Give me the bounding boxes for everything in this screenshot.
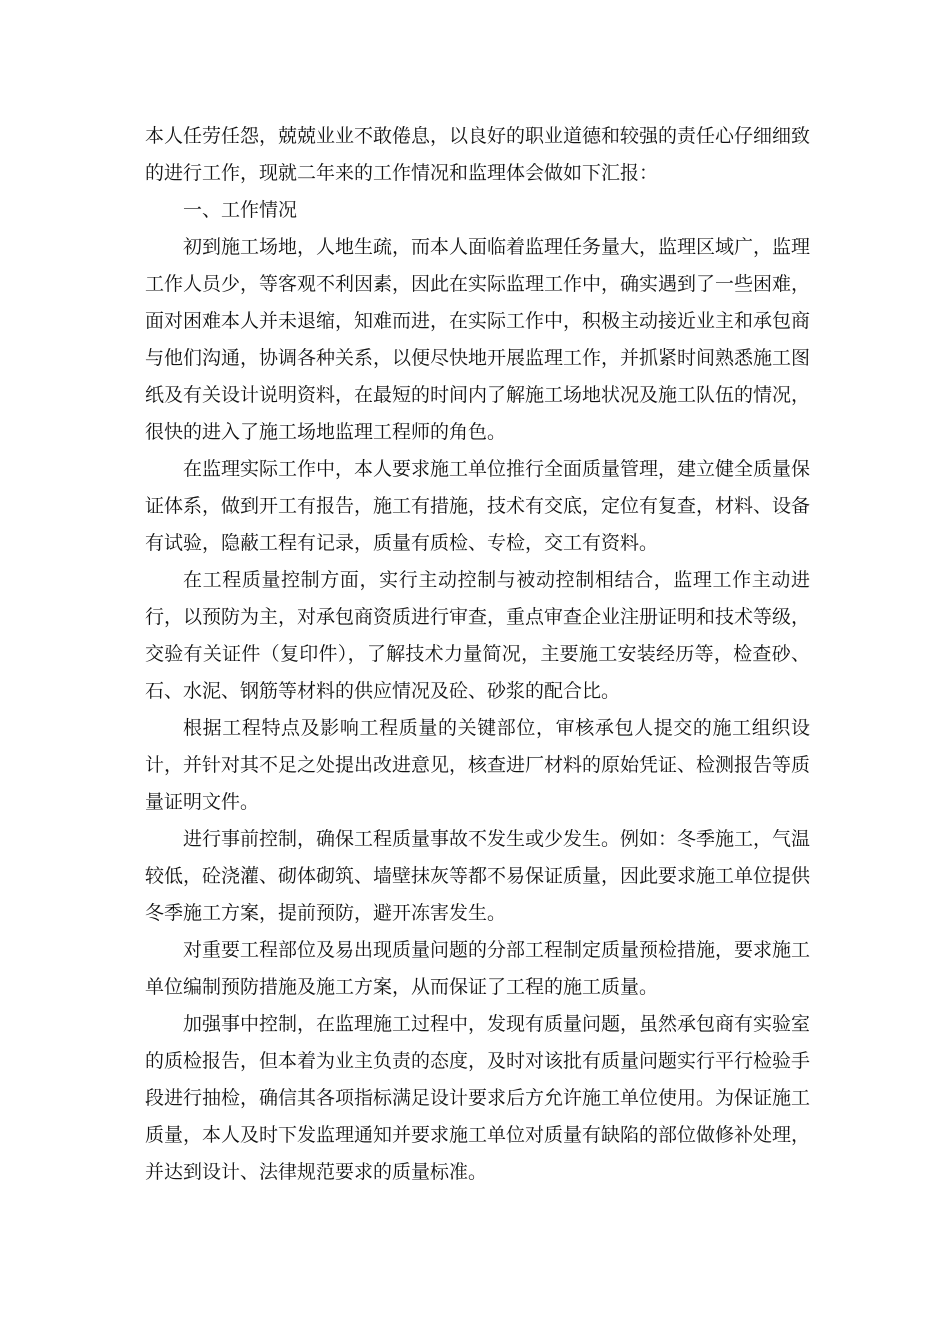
document-body: [145, 118, 810, 1191]
paragraph-quality-control: 在工程质量控制方面，实行主动控制与被动控制相结合，监理工作主动进行，以预防为主，对承包商资质进行审查，重点审查企业注册证明和技术等级，交验有关证件（复印件），了解技术力量简况，主要施工安装经历等，检查砂、石、水泥、钢筋等材料的供应情况及砼、砂浆的配合比。: [145, 569, 811, 702]
paragraph-key-parts: 对重要工程部位及易出现质量问题的分部工程制定质量预检措施，要求施工单位编制预防措施及施工方案，从而保证了工程的施工质量。: [145, 939, 811, 998]
paragraph-intro-continuation: 本人任劳任怨，兢兢业业不敢倦息，以良好的职业道德和较强的责任心仔细细致的进行工作，现就二年来的工作情况和监理体会做如下汇报：: [145, 125, 811, 184]
section-heading-work-status: 一、工作情况: [183, 199, 298, 221]
paragraph-arrival: 初到施工场地，人地生疏，而本人面临着监理任务量大，监理区域广，监理工作人员少，等客观不利因素，因此在实际监理工作中，确实遇到了一些困难，面对困难本人并未退缩，知难而进，在实际工作中，积极主动接近业主和承包商与他们沟通，协调各种关系，以便尽快地开展监理工作，并抓紧时间熟悉施工图纸及有关设计说明资料，在最短的时间内了解施工场地状况及施工队伍的情况，很快的进入了施工场地监理工程师的角色。: [145, 236, 811, 443]
paragraph-quality-management: 在监理实际工作中，本人要求施工单位推行全面质量管理，建立健全质量保证体系，做到开工有报告，施工有措施，技术有交底，定位有复查，材料、设备有试验，隐蔽工程有记录，质量有质检、专检，交工有资料。: [145, 458, 811, 554]
paragraph-pre-control: 进行事前控制，确保工程质量事故不发生或少发生。例如：冬季施工，气温较低，砼浇灌、砌体砌筑、墙壁抹灰等都不易保证质量，因此要求施工单位提供冬季施工方案，提前预防，避开冻害发生。: [145, 828, 811, 924]
paragraph-in-process-control: 加强事中控制，在监理施工过程中，发现有质量问题，虽然承包商有实验室的质检报告，但本着为业主负责的态度，及时对该批有质量问题实行平行检验手段进行抽检，确信其各项指标满足设计要求后方允许施工单位使用。为保证施工质量，本人及时下发监理通知并要求施工单位对质量有缺陷的部位做修补处理，并达到设计、法律规范要求的质量标准。: [145, 1013, 811, 1183]
paragraph-construction-design-review: 根据工程特点及影响工程质量的关键部位，审核承包人提交的施工组织设计，并针对其不足之处提出改进意见，核查进厂材料的原始凭证、检测报告等质量证明文件。: [145, 717, 811, 813]
